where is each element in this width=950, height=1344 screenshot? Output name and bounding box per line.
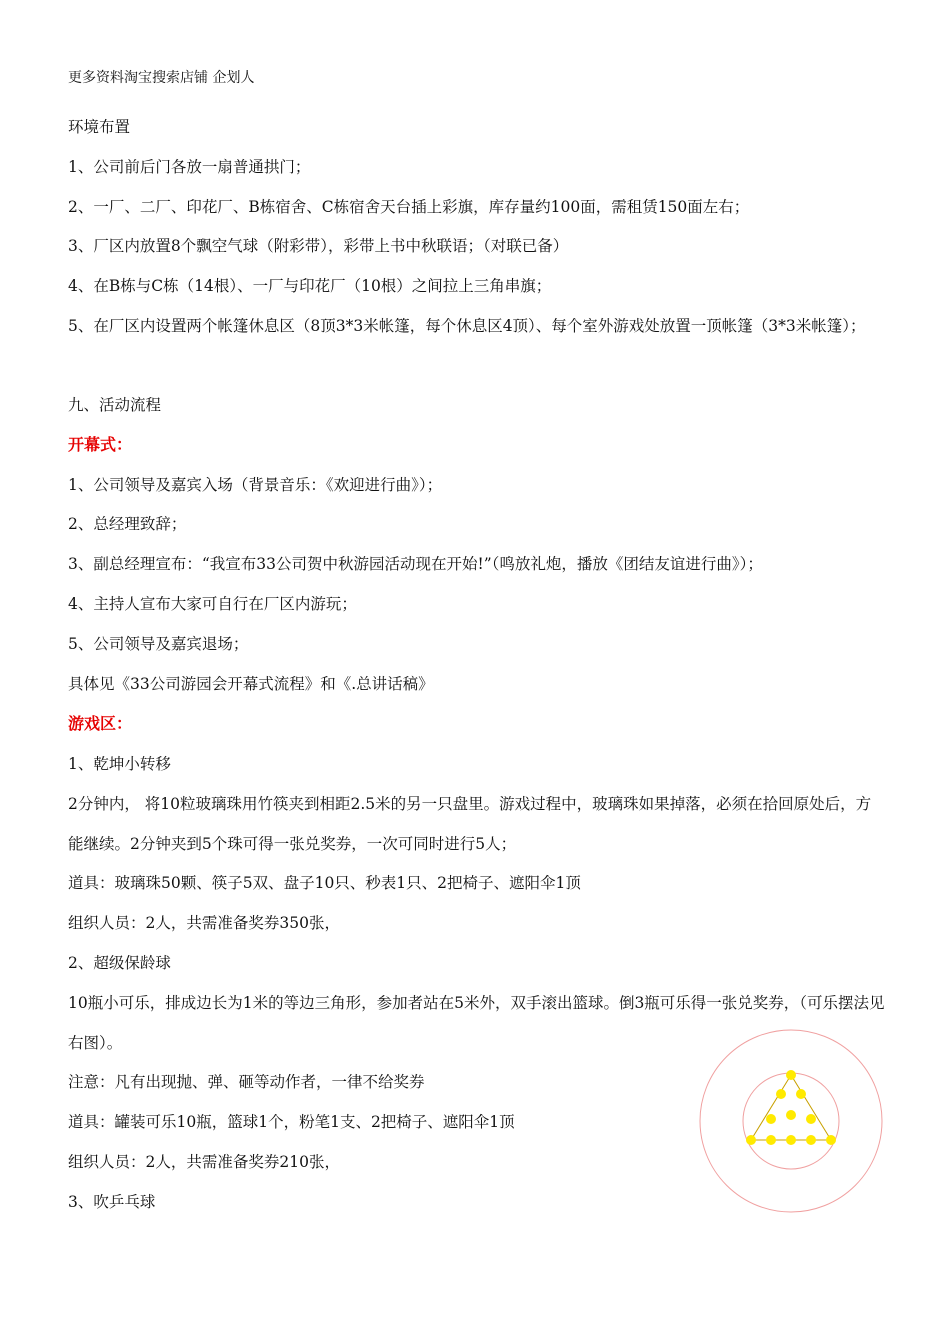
bottle-dot xyxy=(766,1114,776,1124)
game-props: 道具：罐装可乐10瓶，篮球1个，粉笔1支、2把椅子、遮阳伞1顶 xyxy=(68,1113,515,1131)
inner-circle xyxy=(743,1073,839,1169)
game-staff: 组织人员：2人，共需准备奖券210张， xyxy=(68,1153,340,1171)
header-note: 更多资料淘宝搜索店铺 企划人 xyxy=(68,70,255,86)
bottle-dot xyxy=(796,1089,806,1099)
outer-circle xyxy=(700,1030,882,1212)
section-title-environment: 环境布置 xyxy=(68,118,131,136)
bottle-dot xyxy=(806,1135,816,1145)
triangle-outline xyxy=(751,1075,831,1140)
bowling-layout-diagram xyxy=(698,1028,884,1214)
game-title: 1、乾坤小转移 xyxy=(68,755,171,773)
bottle-dot xyxy=(826,1135,836,1145)
bottle-dot xyxy=(746,1135,756,1145)
env-item: 4、在B栋与C栋（14根）、一厂与印花厂（10根）之间拉上三角串旗； xyxy=(68,277,552,295)
game-notice: 注意：凡有出现抛、弹、砸等动作者，一律不给奖券 xyxy=(68,1073,425,1091)
opening-item: 3、副总经理宣布：“我宣布33公司贺中秋游园活动现在开始!”（鸣放礼炮，播放《团结友谊进行曲》）； xyxy=(68,555,763,573)
opening-heading: 开幕式： xyxy=(68,435,133,454)
env-item: 3、厂区内放置8个飘空气球（附彩带），彩带上书中秋联语；（对联已备） xyxy=(68,237,569,255)
opening-item: 5、公司领导及嘉宾退场； xyxy=(68,635,249,653)
bottle-dot xyxy=(766,1135,776,1145)
opening-item: 2、总经理致辞； xyxy=(68,515,187,533)
bottle-dot xyxy=(806,1114,816,1124)
bottle-dot xyxy=(786,1070,796,1080)
game-staff: 组织人员：2人，共需准备奖券350张， xyxy=(68,914,340,932)
game-props: 道具：玻璃珠50颗、筷子5双、盘子10只、秒表1只、2把椅子、遮阳伞1顶 xyxy=(68,874,581,892)
opening-item: 1、公司领导及嘉宾入场（背景音乐：《欢迎进行曲》）； xyxy=(68,476,443,494)
env-item: 1、公司前后门各放一扇普通拱门； xyxy=(68,158,311,176)
bottle-dot xyxy=(776,1089,786,1099)
game-title: 3、吹乒乓球 xyxy=(68,1193,156,1211)
game-description: 10瓶小可乐，排成边长为1米的等边三角形，参加者站在5米外，双手滚出篮球。倒3瓶可乐得一张兑奖券，（可乐摆法见右图）。 xyxy=(68,994,885,1052)
bottle-dot xyxy=(786,1135,796,1145)
bottle-dot xyxy=(786,1110,796,1120)
game-description: 2分钟内， 将10粒玻璃珠用竹筷夹到相距2.5米的另一只盘里。游戏过程中，玻璃珠如果掉落，必须在拾回原处后，方能继续。2分钟夹到5个珠可得一张兑奖券，一次可同时进行5人； xyxy=(68,795,872,853)
env-item: 2、一厂、二厂、印花厂、B栋宿舍、C栋宿舍天台插上彩旗，库存量约100面，需租赁150面左右； xyxy=(68,198,750,216)
opening-note: 具体见《33公司游园会开幕式流程》和《.总讲话稿》 xyxy=(68,675,434,693)
section-title-flow: 九、活动流程 xyxy=(68,396,162,414)
game-title: 2、超级保龄球 xyxy=(68,954,171,972)
opening-item: 4、主持人宣布大家可自行在厂区内游玩； xyxy=(68,595,357,613)
env-item: 5、在厂区内设置两个帐篷休息区（8顶3*3米帐篷，每个休息区4顶）、每个室外游戏处放置一顶帐篷（3*3米帐篷）； xyxy=(68,317,866,335)
bottle-group xyxy=(746,1070,836,1145)
games-heading: 游戏区： xyxy=(68,714,133,733)
